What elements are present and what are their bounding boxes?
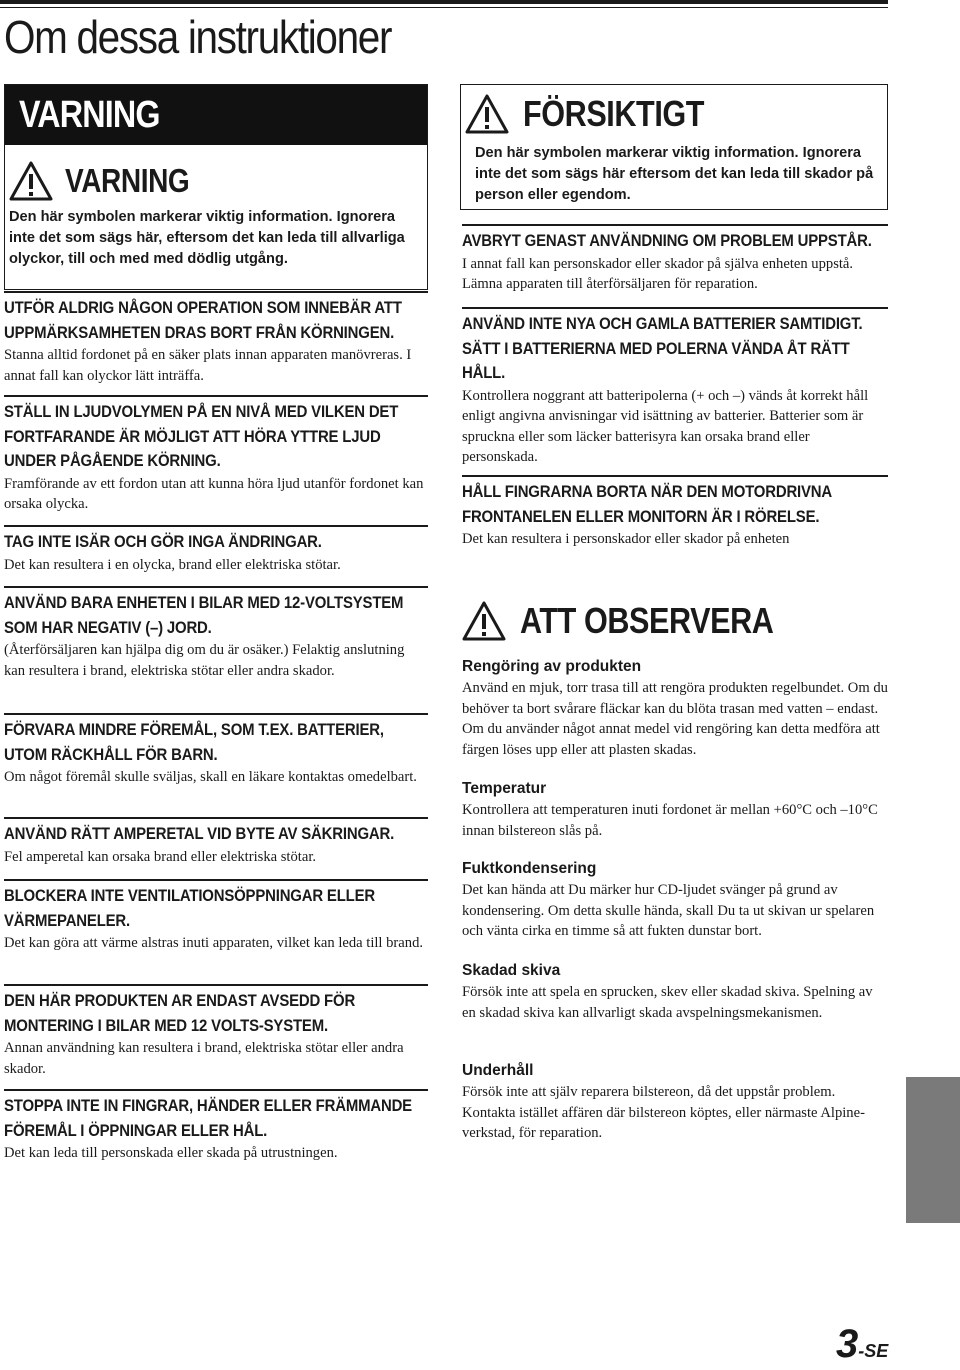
caution-box — [460, 84, 888, 210]
warning-triangle-icon — [9, 161, 53, 201]
page-title: Om dessa instruktioner — [4, 11, 392, 63]
notice-item-heading: Fuktkondensering — [462, 860, 597, 877]
side-tab — [906, 1077, 960, 1223]
notice-item-body: Kontrollera att temperaturen inuti fordonet är mellan +60°C och –10°C innan bilstereon slås på. — [462, 802, 878, 839]
caution-item-divider — [462, 224, 888, 226]
top-rule-thin — [0, 7, 888, 8]
notice-item-heading: Skadad skiva — [462, 962, 561, 979]
warning-item-body: Stanna alltid fordonet på en säker plats innan apparaten manövreras. I annat fall kan olyckor lätt inträffa. — [4, 347, 412, 384]
notice-item-body: Använd en mjuk, torr trasa till att rengöra produkten regelbundet. Om du behöver ta bort svårare fläckar kan du blöta trasan med vatten – endast. Om du använder något annat medel vid rengöring kan detta medföra att färgen löses upp eller att plasten skadas. — [462, 680, 888, 758]
warning-item-heading: FÖRVARA MINDRE FÖREMÅL, SOM T.EX. BATTERIER, UTOM RÄCKHÅLL FÖR BARN. — [4, 720, 384, 764]
caution-triangle-icon — [465, 94, 509, 134]
notice-symbol-label: ATT OBSERVERA — [520, 600, 774, 641]
warning-item-heading: DEN HÄR PRODUKTEN AR ENDAST AVSEDD FÖR MONTERING I BILAR MED 12 VOLTS-SYSTEM. — [4, 991, 356, 1035]
warning-item-body: Det kan göra att värme alstras inuti apparaten, vilket kan leda till brand. — [4, 935, 424, 951]
caution-item-section — [462, 480, 888, 550]
notice-item-body: Försök inte att själv reparera bilstereon, då det uppstår problem. Kontakta istället affären där bilstereon köptes, eller närmaste Alpine-verkstad, för reparation. — [462, 1084, 865, 1142]
warning-item-section — [4, 400, 428, 515]
warning-item-body: Om något föremål skulle sväljas, skall en läkare kontaktas omedelbart. — [4, 769, 417, 785]
warning-symbol-row — [9, 161, 211, 201]
warning-item-divider — [4, 525, 428, 527]
warning-item-section — [4, 296, 428, 386]
notice-symbol-row — [462, 600, 818, 642]
warning-item-section — [4, 718, 428, 788]
page-number: 3-SE — [836, 1322, 889, 1366]
notice-item-body: Försök inte att spela en sprucken, skev eller skadad skiva. Spelning av en skadad skiva kan allvarligt skada avspelningsmekanismen. — [462, 984, 873, 1021]
warning-item-body: Framförande av ett fordon utan att kunna höra ljud utanför fordonet kan orsaka olycka. — [4, 475, 424, 513]
warning-item-heading: STÄLL IN LJUDVOLYMEN PÅ EN NIVÅ MED VILKEN DET FORTFARANDE ÄR MÖJLIGT ATT HÖRA YTTRE LJUD UNDER PÅGÅENDE KÖRNING. — [4, 402, 399, 470]
warning-item-divider — [4, 713, 428, 715]
warning-item-body: Annan användning kan resultera i brand, elektriska stötar eller andra skador. — [4, 1040, 404, 1077]
warning-item-divider — [4, 291, 428, 293]
notice-item-body: Det kan hända att Du märker hur CD-ljudet svänger på grund av kondensering. Om detta skulle hända, skall Du ta ut skivan ur spelaren och vänta cirka en timme så att fukten dunstar bort. — [462, 882, 875, 940]
warning-item-divider — [4, 395, 428, 397]
warning-item-divider — [4, 984, 428, 986]
notice-item-section — [462, 778, 888, 841]
warning-item-body: (Återförsäljaren kan hjälpa dig om du är osäker.) Felaktig anslutning kan resultera i brand, elektriska stötar eller andra skador. — [4, 642, 405, 679]
warning-item-body: Det kan resultera i en olycka, brand eller elektriska stötar. — [4, 556, 341, 573]
warning-item-divider — [4, 586, 428, 588]
warning-box — [4, 84, 428, 290]
caution-item-divider — [462, 475, 888, 477]
warning-item-heading: ANVÄND BARA ENHETEN I BILAR MED 12-VOLTSYSTEM SOM HAR NEGATIV (–) JORD. — [4, 593, 404, 637]
notice-item-heading: Underhåll — [462, 1062, 534, 1079]
warning-item-heading: BLOCKERA INTE VENTILATIONSÖPPNINGAR ELLER VÄRMEPANELER. — [4, 886, 375, 930]
notice-triangle-icon — [462, 601, 506, 641]
warning-item-section — [4, 822, 428, 867]
notice-item-heading: Rengöring av produkten — [462, 658, 642, 675]
warning-item-body: Fel amperetal kan orsaka brand eller elektriska stötar. — [4, 848, 317, 865]
caution-symbol-row — [465, 93, 736, 135]
warning-item-section — [4, 1094, 428, 1164]
caution-item-heading: HÅLL FINGRARNA BORTA NÄR DEN MOTORDRIVNA FRONTANELEN ELLER MONITORN ÄR I RÖRELSE. — [462, 482, 832, 526]
warning-item-section — [4, 530, 428, 575]
warning-item-heading: STOPPA INTE IN FINGRAR, HÄNDER ELLER FRÄMMANDE FÖREMÅL I ÖPPNINGAR ELLER HÅL. — [4, 1096, 412, 1140]
caution-item-section — [462, 312, 888, 468]
notice-item-section — [462, 858, 888, 942]
warning-box-text: Den här symbolen markerar viktig information. Ignorera inte det som sägs här, eftersom det kan leda till allvarliga olyckor, till och med med dödlig utgång. — [9, 209, 405, 267]
top-rule — [0, 0, 888, 4]
warning-symbol-label: VARNING — [65, 162, 190, 199]
caution-item-heading: AVBRYT GENAST ANVÄNDNING OM PROBLEM UPPSTÅR. — [462, 231, 872, 250]
warning-item-heading: ANVÄND RÄTT AMPERETAL VID BYTE AV SÄKRINGAR. — [4, 824, 395, 843]
warning-header: VARNING — [5, 85, 427, 145]
notice-item-section — [462, 656, 888, 760]
warning-item-divider — [4, 879, 428, 881]
caution-item-body: Kontrollera noggrant att batteripolerna (+ och –) vänds åt korrekt håll enligt angivna anvisningar vid isättning av batterier. Batterier som är spruckna eller som läcker batterisyra kan orsaka brand eller personskada. — [462, 387, 869, 466]
caution-item-section — [462, 229, 888, 295]
warning-item-divider — [4, 817, 428, 819]
caution-item-body: Det kan resultera i personskador eller skador på enheten — [462, 531, 790, 547]
warning-item-section — [4, 989, 428, 1079]
caution-item-heading: ANVÄND INTE NYA OCH GAMLA BATTERIER SAMTIDIGT. SÄTT I BATTERIERNA MED POLERNA VÄNDA ÅT RÄTT HÅLL. — [462, 314, 863, 382]
warning-item-heading: UTFÖR ALDRIG NÅGON OPERATION SOM INNEBÄR ATT UPPMÄRKSAMHETEN DRAS BORT FRÅN KÖRNINGEN. — [4, 298, 402, 342]
warning-item-body: Det kan leda till personskada eller skada på utrustningen. — [4, 1145, 338, 1161]
caution-item-body: I annat fall kan personskador eller skador på själva enheten uppstå. Lämna apparaten till återförsäljaren för reparation. — [462, 255, 854, 293]
warning-item-heading: TAG INTE ISÄR OCH GÖR INGA ÄNDRINGAR. — [4, 532, 322, 551]
notice-item-section — [462, 960, 888, 1023]
warning-item-section — [4, 884, 428, 954]
caution-item-divider — [462, 307, 888, 309]
warning-item-section — [4, 591, 428, 681]
notice-item-heading: Temperatur — [462, 780, 547, 797]
warning-item-divider — [4, 1089, 428, 1091]
notice-item-section — [462, 1060, 888, 1144]
caution-box-text: Den här symbolen markerar viktig information. Ignorera inte det som sägs här eftersom det kan leda till skador på person eller egendom. — [475, 145, 874, 203]
caution-symbol-label: FÖRSIKTIGT — [523, 93, 705, 134]
